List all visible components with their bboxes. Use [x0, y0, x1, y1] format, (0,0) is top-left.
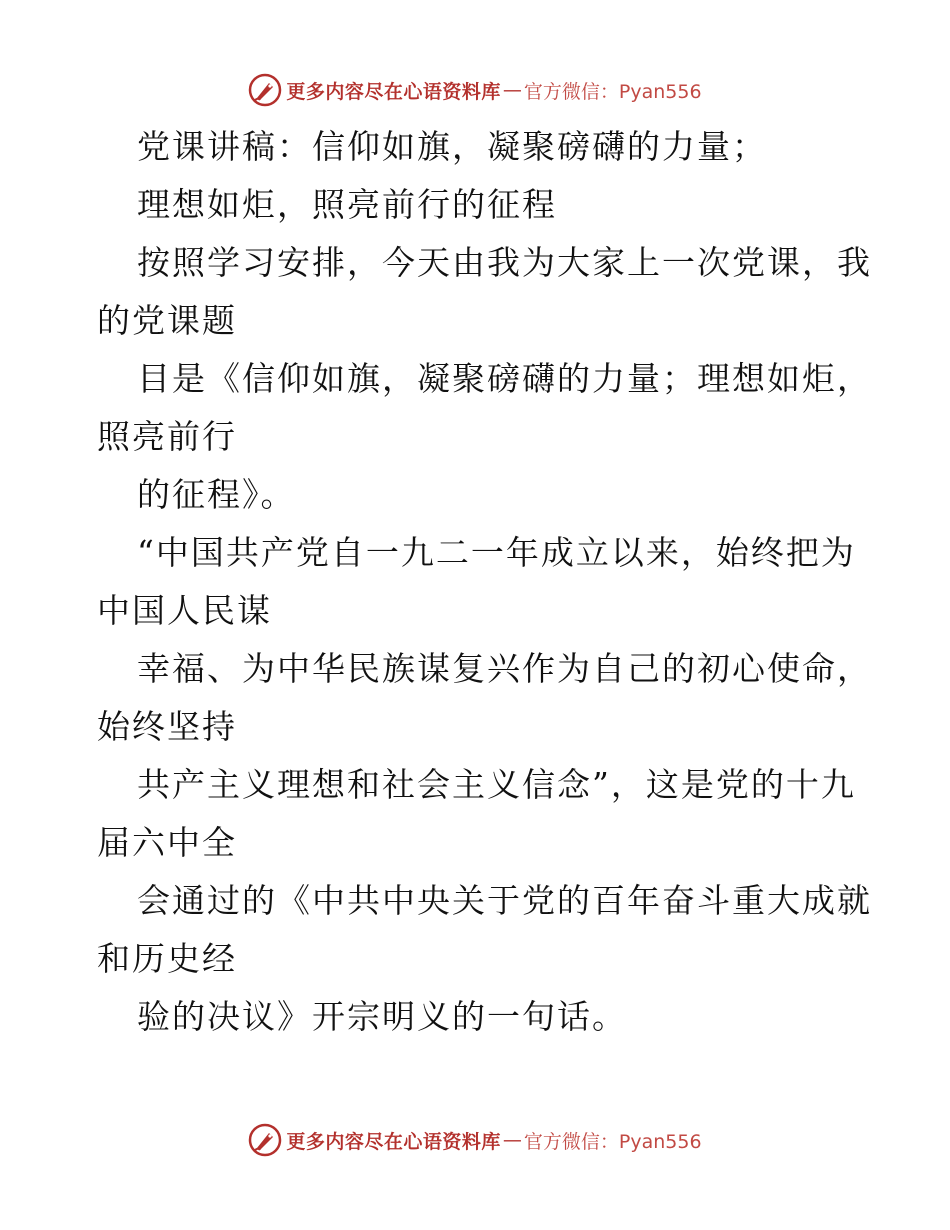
watermark-wechat: 官方微信：Pyan556	[523, 1130, 702, 1153]
text-line: 会通过的《中共中央关于党的百年奋斗重大成就	[137, 881, 872, 920]
watermark-dash: —	[502, 79, 522, 101]
document-body	[97, 118, 872, 1046]
text-line: 验的决议》开宗明义的一句话。	[137, 997, 627, 1036]
text-line: 按照学习安排，今天由我为大家上一次党课，我	[137, 243, 872, 282]
text-line: 目是《信仰如旗，凝聚磅礴的力量；理想如炬，	[137, 359, 872, 398]
text-line: 共产主义理想和社会主义信念”，这是党的十九	[137, 765, 856, 804]
watermark-text: 更多内容尽在心语资料库	[286, 80, 501, 103]
text-line: 的党课题	[97, 301, 237, 340]
text-line: 届六中全	[97, 823, 237, 862]
pen-nib-icon	[248, 73, 282, 107]
text-line: 中国人民谋	[97, 591, 272, 630]
text-line: 理想如炬，照亮前行的征程	[137, 185, 557, 224]
pen-nib-icon	[248, 1123, 282, 1157]
text-line: “中国共产党自一九二一年成立以来，始终把为	[137, 533, 856, 572]
text-line: 党课讲稿：信仰如旗，凝聚磅礴的力量；	[137, 127, 767, 166]
text-line: 始终坚持	[97, 707, 237, 746]
text-line: 幸福、为中华民族谋复兴作为自己的初心使命，	[137, 649, 872, 688]
watermark-text: 更多内容尽在心语资料库	[286, 1130, 501, 1153]
watermark-dash: —	[502, 1129, 522, 1151]
text-line: 照亮前行	[97, 417, 237, 456]
text-line: 和历史经	[97, 939, 237, 978]
header-watermark	[0, 70, 950, 110]
text-line: 的征程》。	[137, 475, 296, 514]
footer-watermark	[0, 1120, 950, 1160]
watermark-wechat: 官方微信：Pyan556	[523, 80, 702, 103]
